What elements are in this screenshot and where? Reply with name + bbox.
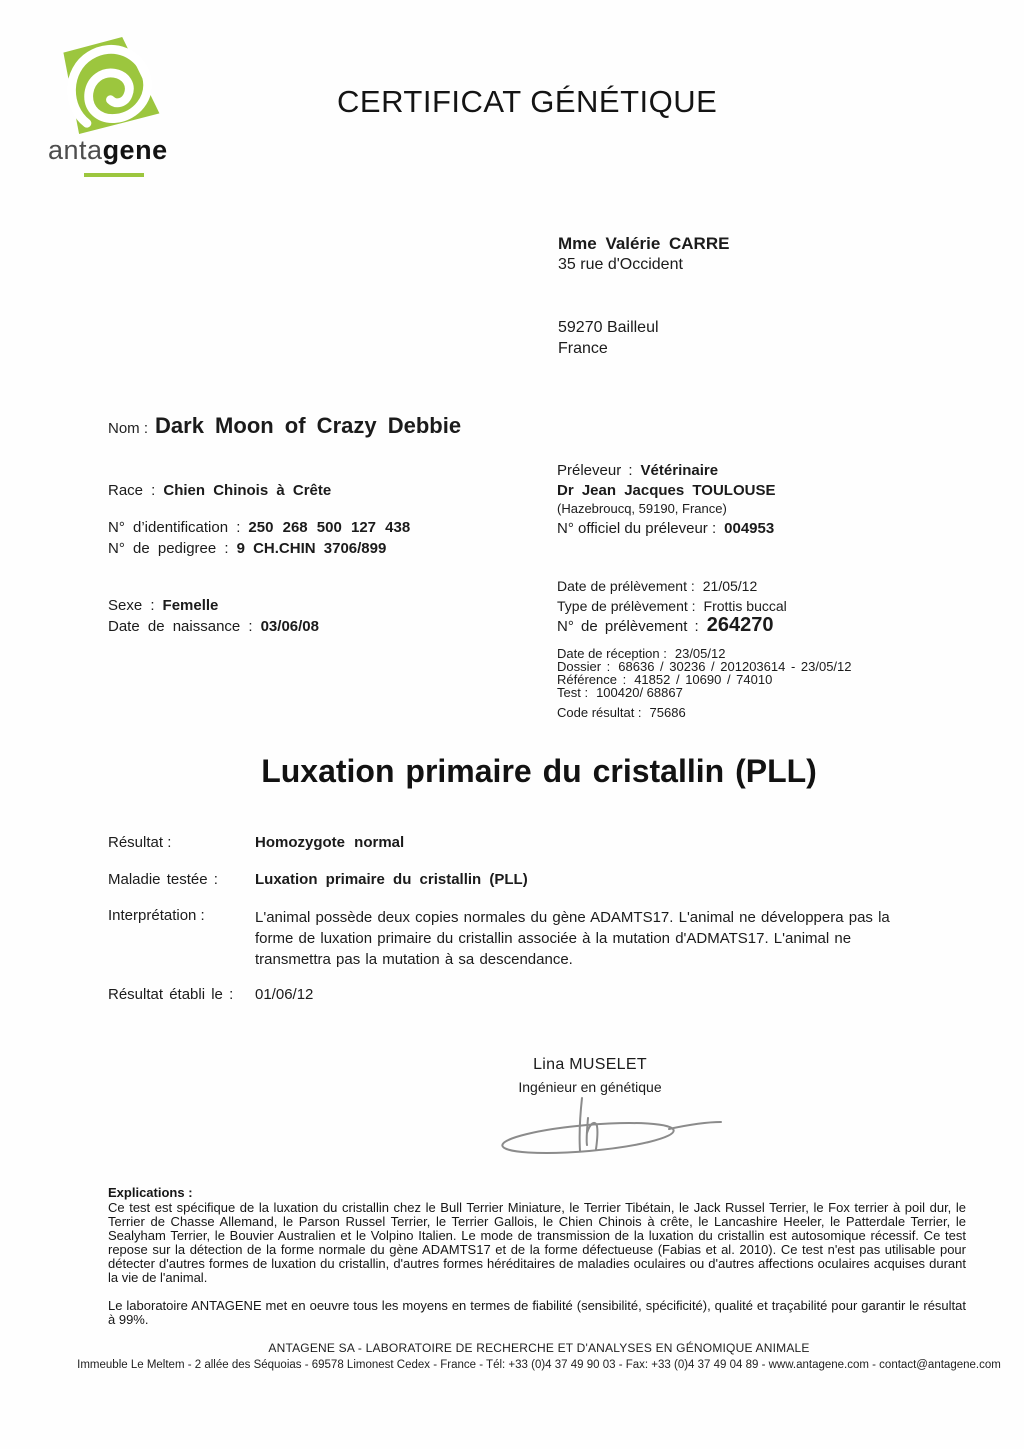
recipient-postal-city: 59270 Bailleul	[558, 319, 659, 336]
etabli-value: 01/06/12	[255, 986, 314, 1003]
preleveur-row	[557, 462, 718, 479]
signatory-title: Ingénieur en génétique	[518, 1079, 662, 1095]
logo-underline	[84, 173, 144, 177]
pedigree-value: 9 CH.CHIN 3706/899	[236, 540, 387, 557]
resultat-value: Homozygote normal	[255, 834, 405, 851]
naissance-value: 03/06/08	[260, 618, 319, 635]
test-row	[557, 686, 683, 701]
wordmark-bold: gene	[102, 135, 168, 165]
interpretation-text: L'animal possède deux copies normales du gène ADAMTS17. L'animal ne développera pas la forme de luxation primaire du cristallin associée à la mutation d'ADMATS17. L'animal ne transmettra pas la mutation à sa descendance.	[255, 909, 890, 968]
test-label: Test :	[557, 685, 589, 700]
handwritten-signature	[468, 1094, 728, 1164]
footer-address-line: Immeuble Le Meltem - 2 allée des Séquoias - 69578 Limonest Cedex - France - Tél: +33 (0)4 37 49 90 03 - Fax: +33 (0)4 37 49 04 89 - www.antagene.com - contact@antagene.com	[77, 1359, 1001, 1371]
preleveur-type: Vétérinaire	[640, 462, 719, 479]
reference-value: 41852 / 10690 / 74010	[634, 672, 773, 687]
signature-block	[440, 1056, 740, 1095]
animal-name-row	[108, 413, 461, 439]
prelevement-date-row	[557, 578, 757, 594]
naissance-row	[108, 618, 319, 635]
recipient-country: France	[558, 340, 608, 357]
dossier-value: 68636 / 30236 / 201203614 - 23/05/12	[618, 659, 852, 674]
maladie-row	[108, 871, 528, 888]
prelevement-type-row	[557, 598, 787, 614]
prelevement-date-label: Date de prélèvement :	[557, 578, 695, 594]
prelevement-type-label: Type de prélèvement :	[557, 598, 696, 614]
section-title: Luxation primaire du cristallin (PLL)	[261, 753, 817, 789]
antagene-wordmark	[48, 137, 228, 164]
recipient-street: 35 rue d'Occident	[558, 256, 683, 273]
preleveur-name: Dr Jean Jacques TOULOUSE	[557, 482, 776, 499]
preleveur-officiel-value: 004953	[724, 520, 775, 537]
preleveur-label: Préleveur :	[557, 462, 633, 479]
explications-paragraph-2: Le laboratoire ANTAGENE met en oeuvre tous les moyens en termes de fiabilité (sensibilité, spécificité), qualité et traçabilité pour garantir le résultat à 99%.	[108, 1298, 966, 1327]
sexe-row	[108, 597, 218, 614]
naissance-label: Date de naissance :	[108, 618, 253, 635]
reception-label: Date de réception :	[557, 646, 667, 661]
dossier-label: Dossier :	[557, 659, 611, 674]
animal-name-value: Dark Moon of Crazy Debbie	[155, 413, 462, 438]
pedigree-row	[108, 540, 386, 557]
identification-row	[108, 519, 410, 536]
race-value: Chien Chinois à Crête	[163, 482, 332, 499]
etabli-label: Résultat établi le :	[108, 986, 234, 1003]
signatory-name: Lina MUSELET	[533, 1056, 647, 1073]
identification-value: 250 268 500 127 438	[248, 519, 411, 536]
prelevement-numero-label: N° de prélèvement :	[557, 618, 699, 635]
code-resultat-row	[557, 706, 686, 721]
antagene-logo	[48, 36, 228, 177]
identification-label: N° d’identification :	[108, 519, 241, 536]
maladie-value: Luxation primaire du cristallin (PLL)	[255, 871, 528, 888]
reference-label: Référence :	[557, 672, 627, 687]
recipient-name: Mme Valérie CARRE	[558, 234, 730, 253]
race-row	[108, 482, 331, 499]
footer	[46, 1341, 1024, 1371]
explications-section	[108, 1186, 966, 1327]
interpretation-row	[108, 907, 903, 970]
prelevement-date-value: 21/05/12	[702, 578, 758, 594]
race-label: Race :	[108, 482, 156, 499]
maladie-label: Maladie testée :	[108, 871, 218, 888]
resultat-row	[108, 834, 404, 851]
prelevement-numero-row	[557, 614, 773, 637]
prelevement-numero-value: 264270	[706, 614, 774, 636]
explications-paragraph-1: Ce test est spécifique de la luxation du cristallin chez le Bull Terrier Miniature, le Terrier Tibétain, le Jack Russel Terrier, le Fox terrier à poil dur, le Terrier de Chasse Allemand, le Parson Russel Terrier, le Terrier Gallois, le Chien Chinois à crête, le Lancashire Heeler, le Patterdale Terrier, le Sealyham Terrier, le Bouvier Australien et le Volpino Italien. Le mode de transmission de la luxation du cristallin est autosomique récessif. Ce test repose sur la détection de la forme normale du gène ADAMTS17 et de la forme défectueuse (Fabias et al. 2010). Ce test n'est pas utilisable pour détecter d'autres formes de luxation du cristallin, d'autres formes héréditaires de maladies oculaires ou d'autres affections oculaires acquises durant la vie de l'animal.	[108, 1200, 966, 1285]
interpretation-label: Interprétation :	[108, 907, 205, 924]
reception-value: 23/05/12	[674, 646, 726, 661]
explications-heading: Explications :	[108, 1185, 193, 1200]
resultat-label: Résultat :	[108, 834, 172, 851]
test-value: 100420/ 68867	[596, 685, 683, 700]
footer-company-line: ANTAGENE SA - LABORATOIRE DE RECHERCHE ET D'ANALYSES EN GÉNOMIQUE ANIMALE	[268, 1341, 810, 1355]
etabli-row	[108, 986, 313, 1003]
recipient-address-block	[558, 233, 729, 359]
code-resultat-value: 75686	[649, 705, 686, 720]
antagene-spiral-icon	[56, 36, 160, 134]
sexe-label: Sexe :	[108, 597, 155, 614]
animal-name-label: Nom :	[108, 420, 149, 437]
preleveur-officiel-row	[557, 520, 774, 537]
wordmark-light: anta	[48, 135, 103, 165]
code-resultat-label: Code résultat :	[557, 705, 642, 720]
preleveur-location: (Hazebroucq, 59190, France)	[557, 501, 727, 516]
sexe-value: Femelle	[162, 597, 219, 614]
pedigree-label: N° de pedigree :	[108, 540, 229, 557]
document-title: CERTIFICAT GÉNÉTIQUE	[337, 84, 718, 119]
prelevement-type-value: Frottis buccal	[703, 598, 787, 614]
preleveur-officiel-label: N° officiel du préleveur :	[557, 520, 717, 537]
